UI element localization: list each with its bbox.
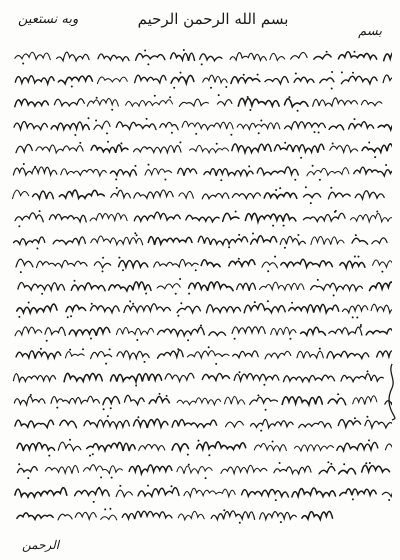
header-right-note: بسم [358,24,382,39]
handwritten-line [8,251,392,275]
handwritten-line [8,480,392,504]
handwritten-line [8,182,392,206]
handwritten-line [8,411,392,435]
catchword: الرحمن [22,538,60,552]
margin-annotation [386,362,398,422]
handwritten-text-body [8,44,392,526]
basmala-heading: بسم الله الرحمن الرحیم [137,10,289,28]
handwritten-line [8,44,392,68]
handwritten-line [8,296,392,320]
handwritten-line [8,228,392,252]
handwritten-line [8,67,392,91]
header-left-note: وبه نستعین [18,12,79,27]
handwritten-line [8,113,392,137]
handwritten-line [8,342,392,366]
handwritten-line [8,365,392,389]
page-header [18,6,382,42]
handwritten-line [8,319,392,343]
handwritten-line [8,90,392,114]
handwritten-line [8,205,392,229]
handwritten-line [8,136,392,160]
handwritten-line [8,503,392,527]
handwritten-line [8,434,392,458]
handwritten-line [8,388,392,412]
handwritten-line [8,159,392,183]
handwritten-line [8,274,392,298]
handwritten-line [8,457,392,481]
